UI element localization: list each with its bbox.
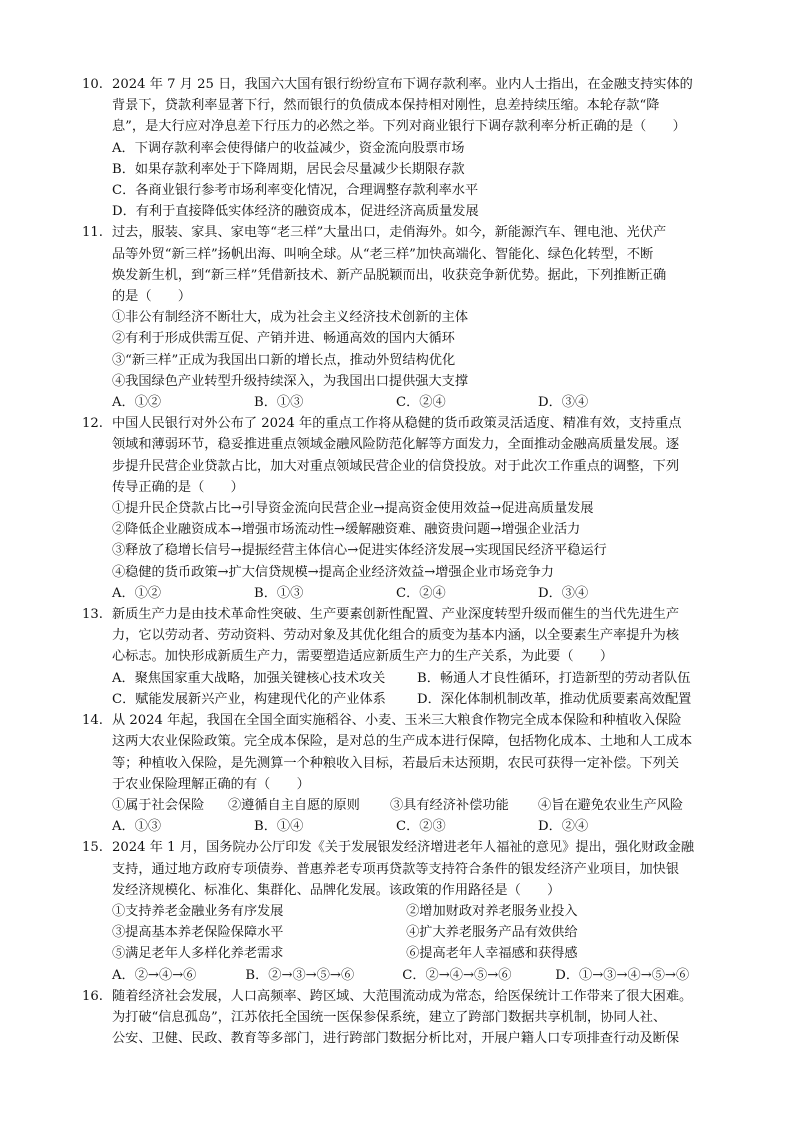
statement-item: ②有利于形成供需互促、产销并进、畅通高效的国内大循环: [112, 331, 455, 347]
question-stem-line: 2024 年 1 月，国务院办公厅印发《关于发展银发经济增进老年人福祉的意见》提出，强化财政金融: [112, 840, 695, 856]
question-stem-line: 过去，服装、家具、家电等“老三样”大量出口，走俏海外。如今，新能源汽车、锂电池、光伏产: [112, 225, 667, 241]
option-a[interactable]: A．聚焦国家重大战略，加强关键核心技术攻关: [112, 670, 386, 686]
question-stem-line: 的是（ ）: [112, 289, 192, 305]
answer-choices: [82, 583, 722, 604]
question-stem-line: 步提升民营企业贷款占比，加大对重点领域民营企业的信贷投放。对于此次工作重点的调整，下列: [112, 458, 680, 474]
choice-a[interactable]: A．②→④→⑥: [112, 967, 197, 983]
statement-item: ④稳健的货币政策→扩大信贷规模→提高企业经济效益→增强企业市场竞争力: [112, 564, 554, 580]
statement-item: ②遵循自主自愿的原则: [228, 797, 360, 813]
option-b[interactable]: B．如果存款利率处于下降周期，居民会尽量减少长期限存款: [112, 161, 465, 177]
statement-item: ②降低企业融资成本→增强市场流动性→缓解融资难、融资贵问题→增强企业活力: [112, 522, 581, 538]
question-stem-line: 背景下，贷款利率显著下行，然而银行的负债成本保持相对刚性，息差持续压缩。本轮存款“降: [112, 98, 660, 114]
option-b[interactable]: B．畅通人才良性循环，打造新型的劳动者队伍: [417, 670, 691, 686]
answer-choices-row: [82, 668, 722, 689]
question-12: [82, 413, 722, 604]
statement-item: ③“新三样”正成为我国出口新的增长点，推动外贸结构优化: [112, 352, 456, 368]
question-stem-line: 息”，是大行应对净息差下行压力的必然之举。下列对商业银行下调存款利率分析正确的是（ ）: [112, 119, 686, 135]
question-number: 13.: [82, 607, 103, 623]
statement-item: ②增加财政对养老服务业投入: [406, 903, 578, 919]
option-d[interactable]: D．深化体制机制改革，推动优质要素高效配置: [417, 691, 692, 707]
choice-b[interactable]: B．①③: [254, 395, 304, 411]
question-stem-line: 公安、卫健、民政、教育等多部门，进行跨部门数据分析比对，开展户籍人口专项排查行动及断保: [112, 1031, 680, 1047]
option-c[interactable]: C．各商业银行参考市场利率变化情况，合理调整存款利率水平: [112, 183, 479, 199]
question-15: [82, 837, 722, 985]
question-stem-line: 发经济规模化、标准化、集群化、品牌化发展。该政策的作用路径是（ ）: [112, 882, 561, 898]
answer-choices: [82, 392, 722, 413]
question-number: 10.: [82, 77, 103, 92]
choice-d[interactable]: D．③④: [538, 585, 589, 601]
choice-c[interactable]: C．②④: [396, 395, 446, 411]
question-number: 14.: [82, 713, 103, 729]
choice-a[interactable]: A．①②: [112, 395, 162, 411]
statement-item: ③释放了稳增长信号→提振经营主体信心→促进实体经济发展→实现国民经济平稳运行: [112, 543, 607, 559]
choice-d[interactable]: D．①→③→④→⑤→⑥: [555, 967, 690, 983]
statement-items-row: [82, 922, 722, 943]
statement-item: ④扩大养老服务产品有效供给: [406, 925, 578, 941]
answer-choices: [82, 816, 722, 837]
question-10: [82, 74, 722, 222]
question-stem-line: 力，它以劳动者、劳动资料、劳动对象及其优化组合的质变为基本内涵，以全要素生产率提升为核: [112, 628, 680, 644]
statement-items-row: [82, 943, 722, 964]
question-13: [82, 604, 722, 710]
statement-item: ①属于社会保险: [112, 797, 205, 813]
statement-item: ④我国绿色产业转型升级持续深入，为我国出口提供强大支撑: [112, 373, 469, 389]
question-stem-line: 随着经济社会发展，人口高频率、跨区域、大范围流动成为常态，给医保统计工作带来了很大困难。: [112, 988, 693, 1004]
answer-choices: [82, 965, 722, 986]
question-11: [82, 222, 722, 413]
choice-b[interactable]: B．①③: [254, 585, 304, 601]
question-stem-line: 为打破“信息孤岛”，江苏依托全国统一医保参保系统，建立了跨部门数据共享机制，协同人社、: [112, 1009, 667, 1025]
option-d[interactable]: D．有利于直接降低实体经济的融资成本，促进经济高质量发展: [112, 204, 479, 220]
question-14: [82, 710, 722, 837]
statement-items-row: [82, 901, 722, 922]
question-number: 16.: [82, 988, 103, 1004]
question-stem-line: 传导正确的是（ ）: [112, 479, 244, 495]
statement-item: ⑥提高老年人幸福感和获得感: [406, 946, 578, 962]
question-stem-line: 2024 年 7 月 25 日，我国六大国有银行纷纷宣布下调存款利率。业内人士指出，在金融支持实体的: [112, 77, 693, 92]
answer-choices-row: [82, 689, 722, 710]
question-number: 15.: [82, 840, 103, 856]
choice-d[interactable]: D．③④: [538, 395, 589, 411]
statement-item: ③提高基本养老保险保障水平: [112, 925, 284, 941]
statement-items-row: [82, 795, 722, 816]
choice-d[interactable]: D．②④: [538, 819, 589, 835]
choice-b[interactable]: B．①④: [254, 819, 304, 835]
choice-a[interactable]: A．①②: [112, 585, 162, 601]
question-number: 11.: [82, 225, 103, 241]
choice-c[interactable]: C．②③: [396, 819, 446, 835]
question-stem-line: 等；种植收入保险，是先测算一个种粮收入目标，若最后未达预期，农民可获得一定补偿。下列关: [112, 755, 680, 771]
choice-a[interactable]: A．①③: [112, 819, 162, 835]
statement-item: ⑤满足老年人多样化养老需求: [112, 946, 284, 962]
question-stem-line: 领域和薄弱环节，稳妥推进重点领域金融风险防范化解等方面发力，全面推动金融高质量发展。逐: [112, 437, 680, 453]
question-stem-line: 于农业保险理解正确的有（ ）: [112, 776, 310, 792]
statement-item: ④旨在避免农业生产风险: [538, 797, 684, 813]
statement-item: ①提升民企贷款占比→引导资金流向民营企业→提高资金使用效益→促进高质量发展: [112, 501, 594, 517]
choice-b[interactable]: B．②→③→⑤→⑥: [245, 967, 355, 983]
question-16: [82, 986, 722, 1050]
choice-c[interactable]: C．②④: [396, 585, 446, 601]
question-number: 12.: [82, 416, 103, 432]
question-stem-line: 焕发新生机，到“新三样”凭借新技术、新产品脱颖而出，收获竞争新优势。据此，下列推断正确: [112, 267, 667, 283]
question-stem-line: 心标志。加快形成新质生产力，需要塑造适应新质生产力的生产关系，为此要（ ）: [112, 649, 614, 665]
choice-c[interactable]: C．②→④→⑤→⑥: [402, 967, 512, 983]
option-a[interactable]: A．下调存款利率会使得储户的收益减少，资金流向股票市场: [112, 140, 465, 156]
question-stem-line: 新质生产力是由技术革命性突破、生产要素创新性配置、产业深度转型升级而催生的当代先进生产: [112, 607, 680, 623]
question-stem-line: 品等外贸“新三样”扬帆出海、叫响全球。从“老三样”加快高端化、智能化、绿色化转型，不断: [112, 246, 654, 262]
option-c[interactable]: C．赋能发展新兴产业，构建现代化的产业体系: [112, 691, 386, 707]
question-list: [82, 74, 722, 1049]
statement-item: ③具有经济补偿功能: [390, 797, 509, 813]
statement-item: ①非公有制经济不断壮大，成为社会主义经济技术创新的主体: [112, 310, 469, 326]
question-stem-line: 中国人民银行对外公布了 2024 年的重点工作将从稳健的货币政策灵活适度、精准有效，支持重点: [112, 416, 682, 432]
question-stem-line: 从 2024 年起，我国在全国全面实施稻谷、小麦、玉米三大粮食作物完全成本保险和种植收入保险: [112, 713, 682, 729]
question-stem-line: 支持，通过地方政府专项债券、普惠养老专项再贷款等支持符合条件的银发经济产业项目，加快银: [112, 861, 680, 877]
question-stem-line: 这两大农业保险政策。完全成本保险，是对总的生产成本进行保障，包括物化成本、土地和人工成本: [112, 734, 693, 750]
statement-item: ①支持养老金融业务有序发展: [112, 903, 284, 919]
